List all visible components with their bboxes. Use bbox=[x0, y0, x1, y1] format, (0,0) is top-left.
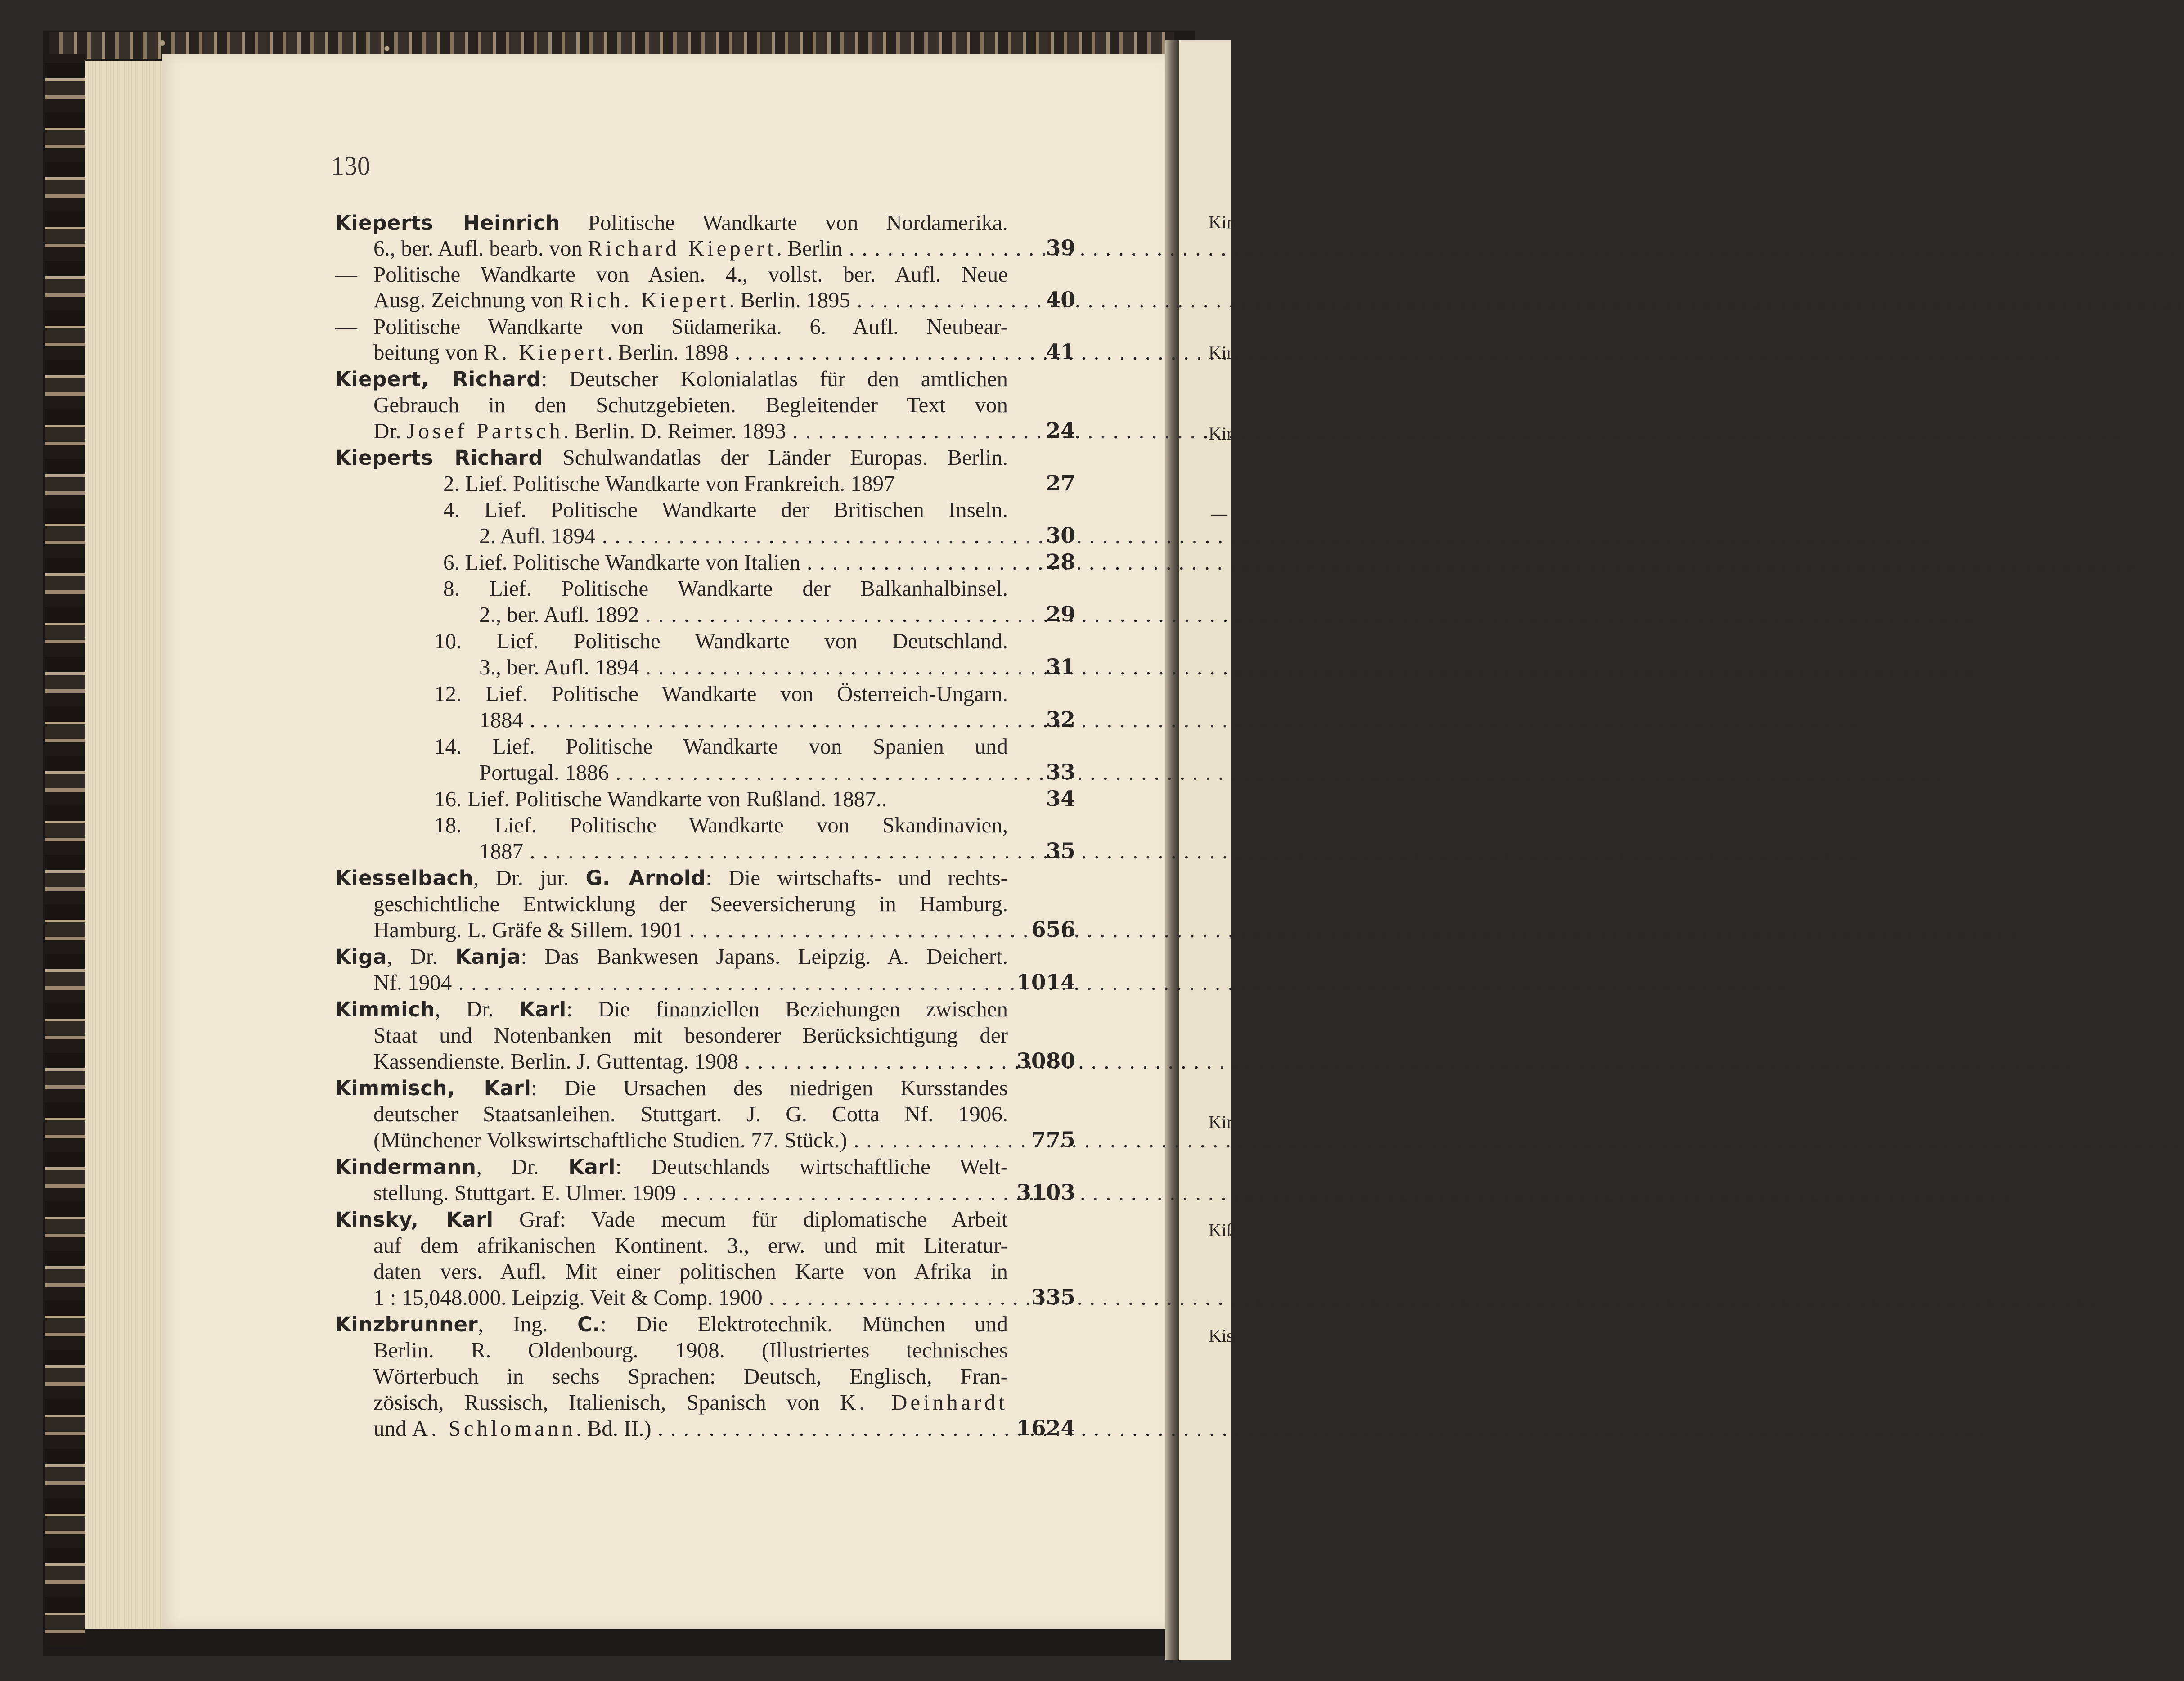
next-page-word: Kir bbox=[1209, 1112, 1233, 1132]
page-ref: 35 bbox=[1046, 839, 1075, 863]
ditto-dash: — bbox=[335, 262, 357, 287]
page-ref: 28 bbox=[1046, 550, 1075, 575]
page-ref: 39 bbox=[1046, 236, 1075, 261]
page-ref: 1014 bbox=[1016, 970, 1075, 995]
entry-line: Ausg. Zeichnung von Rich. Kiepert. Berlin. 1895 . . . bbox=[373, 287, 1008, 314]
entry-name: Kinsky, Karl bbox=[335, 1208, 494, 1232]
entry-line: zösisch, Russisch, Italienisch, Spanisch von K. Deinhardt bbox=[373, 1390, 1008, 1415]
entry-name: Kieperts Heinrich bbox=[335, 211, 560, 235]
entry-line: Kieperts Richard Schulwandatlas der Länder Europas. Berlin. bbox=[335, 445, 1008, 470]
entry-line: 1 : 15,048.000. Leipzig. Veit & Comp. 1900 . . . bbox=[373, 1284, 1008, 1311]
entry-line: 10. Lief. Politische Wandkarte von Deutschland. bbox=[434, 629, 1008, 653]
next-page-word: Kiß bbox=[1209, 1220, 1236, 1240]
entry-line: Gebrauch in den Schutzgebieten. Begleitender Text von bbox=[373, 392, 1008, 417]
entry-line: (Münchener Volkswirtschaftliche Studien. 77. Stück.) . . . bbox=[373, 1127, 1008, 1154]
entry-line: 1887 . . . bbox=[479, 838, 1008, 865]
entry-name: Karl bbox=[568, 1155, 616, 1179]
page-ref: 3103 bbox=[1016, 1180, 1075, 1205]
entry-line: Politische Wandkarte von Asien. 4., vollst. ber. Aufl. Neue bbox=[373, 262, 1008, 287]
entry-line: Hamburg. L. Gräfe & Sillem. 1901 . . . bbox=[373, 917, 1008, 944]
entry-name: C. bbox=[577, 1312, 601, 1336]
page-ref: 656 bbox=[1031, 917, 1075, 942]
page-ref: 27 bbox=[1046, 471, 1075, 496]
entry-line: 6. Lief. Politische Wandkarte von Italien . . . bbox=[443, 549, 1008, 576]
entry-name: Kiga bbox=[335, 945, 387, 969]
entry-name: Kimmich bbox=[335, 998, 435, 1021]
entry-name: Karl bbox=[519, 998, 566, 1021]
entry-line: und A. Schlomann. Bd. II.) . . . bbox=[373, 1415, 1008, 1442]
entry-line: 4. Lief. Politische Wandkarte der Britischen Inseln. bbox=[443, 497, 1008, 522]
page-ref: 31 bbox=[1046, 655, 1075, 679]
entry-line: 2. Lief. Politische Wandkarte von Frankreich. 1897 bbox=[443, 471, 895, 496]
entry-line: 6., ber. Aufl. bearb. von Richard Kiepert. Berlin . . . bbox=[373, 235, 1008, 262]
entry-line: geschichtliche Entwicklung der Seeversicherung in Hamburg. bbox=[373, 891, 1008, 916]
entry-line: 1884 . . . bbox=[479, 706, 1008, 733]
entry-line: Portugal. 1886 . . . bbox=[479, 759, 1008, 786]
page-ref: 335 bbox=[1031, 1285, 1075, 1310]
entry-name: Kimmisch, Karl bbox=[335, 1076, 531, 1100]
entry-line: Staat und Notenbanken mit besonderer Berücksichtigung der bbox=[373, 1023, 1008, 1047]
page-number: 130 bbox=[331, 151, 370, 180]
entry-name: Kinzbrunner bbox=[335, 1312, 478, 1336]
entry-line: 12. Lief. Politische Wandkarte von Österreich-Ungarn. bbox=[434, 681, 1008, 706]
entry-line: Berlin. R. Oldenbourg. 1908. (Illustriertes technisches bbox=[373, 1338, 1008, 1362]
entry-line: Kindermann, Dr. Karl: Deutschlands wirtschaftliche Welt- bbox=[335, 1154, 1008, 1179]
entry-line: 2. Aufl. 1894 . . . bbox=[479, 522, 1008, 549]
entry-line: daten vers. Aufl. Mit einer politischen Karte von Afrika in bbox=[373, 1259, 1008, 1284]
entry-line: stellung. Stuttgart. E. Ulmer. 1909 . . . bbox=[373, 1179, 1008, 1206]
page-ref: 3080 bbox=[1016, 1049, 1075, 1074]
entry-line: deutscher Staatsanleihen. Stuttgart. J. G. Cotta Nf. 1906. bbox=[373, 1101, 1008, 1126]
next-page-word: — bbox=[1210, 504, 1228, 525]
entry-line: beitung von R. Kiepert. Berlin. 1898 . . . bbox=[373, 339, 1008, 366]
entry-line: 14. Lief. Politische Wandkarte von Spanien und bbox=[434, 734, 1008, 759]
page-ref: 34 bbox=[1046, 787, 1075, 811]
entry-line: Kassendienste. Berlin. J. Guttentag. 1908 . . . bbox=[373, 1048, 1008, 1075]
page-ref: 29 bbox=[1046, 602, 1075, 627]
entry-line: Politische Wandkarte von Südamerika. 6. Aufl. Neubear- bbox=[373, 314, 1008, 339]
entry-line: Kieperts Heinrich Politische Wandkarte von Nordamerika. bbox=[335, 210, 1008, 235]
entry-name: Kanja bbox=[455, 945, 521, 969]
entry-line: Kinsky, Karl Graf: Vade mecum für diplomatische Arbeit bbox=[335, 1207, 1008, 1232]
next-page-word: Kis bbox=[1209, 1326, 1234, 1346]
entry-line: 3., ber. Aufl. 1894 . . . bbox=[479, 654, 1008, 681]
page-ref: 32 bbox=[1046, 707, 1075, 732]
entry-line: Kiepert, Richard: Deutscher Kolonialatlas für den amtlichen bbox=[335, 366, 1008, 391]
entry-line: Wörterbuch in sechs Sprachen: Deutsch, Englisch, Fran- bbox=[373, 1364, 1008, 1389]
page-ref: 30 bbox=[1046, 523, 1075, 548]
entry-line: Kiesselbach, Dr. jur. G. Arnold: Die wirtschafts- und rechts- bbox=[335, 865, 1008, 890]
entry-line: Kimmich, Dr. Karl: Die finanziellen Beziehungen zwischen bbox=[335, 997, 1008, 1021]
page-ref: 41 bbox=[1046, 340, 1075, 364]
page-ref: 40 bbox=[1046, 288, 1075, 312]
page-ref: 24 bbox=[1046, 418, 1075, 443]
entry-name: Kieperts Richard bbox=[335, 446, 544, 470]
entry-line: Nf. 1904 . . . bbox=[373, 969, 1008, 996]
entry-line: 2., ber. Aufl. 1892 . . . bbox=[479, 601, 1008, 628]
next-page-word: Kir bbox=[1209, 423, 1233, 444]
entry-name: Kiesselbach bbox=[335, 866, 474, 890]
entry-line: Kiga, Dr. Kanja: Das Bankwesen Japans. Leipzig. A. Deichert. bbox=[335, 944, 1008, 969]
page-ref: 33 bbox=[1046, 760, 1075, 785]
entry-line: 18. Lief. Politische Wandkarte von Skandinavien, bbox=[434, 813, 1008, 837]
entry-name: G. Arnold bbox=[585, 866, 706, 890]
entry-line: 8. Lief. Politische Wandkarte der Balkanhalbinsel. bbox=[443, 576, 1008, 601]
entry-name: Kindermann bbox=[335, 1155, 476, 1179]
page-ref: 775 bbox=[1031, 1128, 1075, 1152]
next-page-word: Kir bbox=[1209, 342, 1233, 363]
ditto-dash: — bbox=[335, 314, 357, 339]
entry-line: Kinzbrunner, Ing. C.: Die Elektrotechnik. München und bbox=[335, 1312, 1008, 1336]
page-ref: 1624 bbox=[1016, 1416, 1075, 1441]
entry-line: 16. Lief. Politische Wandkarte von Rußland. 1887.. bbox=[434, 787, 887, 811]
entry-line: Kimmisch, Karl: Die Ursachen des niedrigen Kursstandes bbox=[335, 1075, 1008, 1100]
entry-line: Dr. Josef Partsch. Berlin. D. Reimer. 1893 . . . bbox=[373, 418, 1008, 445]
next-page-word: Kin bbox=[1209, 212, 1236, 232]
entry-line: auf dem afrikanischen Kontinent. 3., erw. und mit Literatur- bbox=[373, 1233, 1008, 1258]
entry-name: Kiepert, Richard bbox=[335, 367, 541, 391]
